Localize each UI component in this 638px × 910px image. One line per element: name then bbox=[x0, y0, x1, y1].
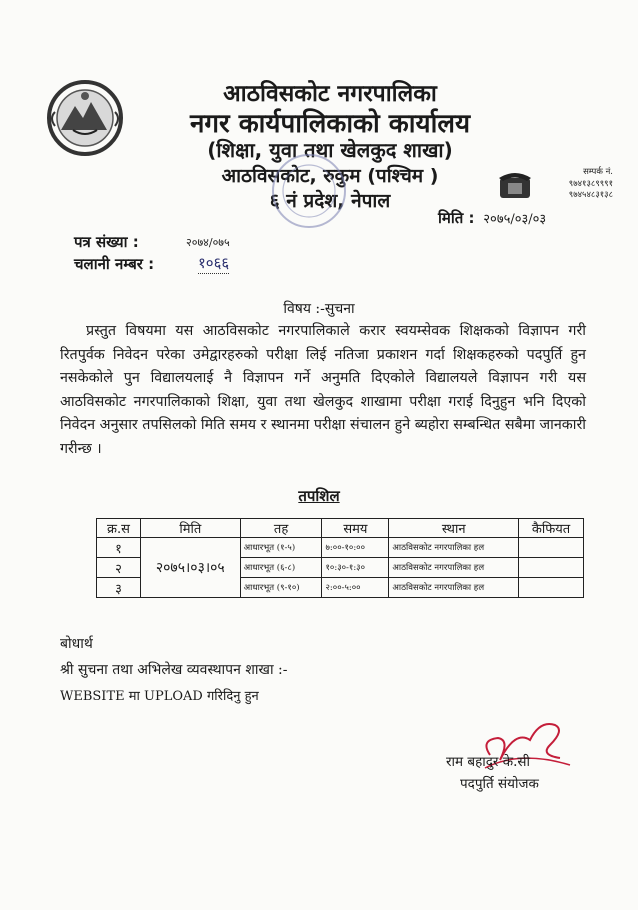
row-remarks bbox=[519, 578, 584, 598]
table-row bbox=[97, 538, 584, 558]
subject: विषय :-सुचना bbox=[283, 301, 355, 317]
row-sn: ३ bbox=[97, 578, 141, 598]
header-office: नगर कार्यपालिकाको कार्यालय bbox=[189, 109, 471, 139]
date-value: २०७५/०३/०३ bbox=[483, 212, 547, 227]
row-time: ७:००-१०:०० bbox=[322, 538, 389, 558]
chalani-number-value: १०६६ bbox=[198, 254, 230, 272]
row-place: आठविसकोट नगरपालिका हल bbox=[389, 538, 519, 558]
header-place: स्थान bbox=[389, 519, 519, 538]
row-place: आठविसकोट नगरपालिका हल bbox=[389, 578, 519, 598]
footer-instruction: WEBSITE मा UPLOAD गरिदिनु हुन bbox=[60, 689, 259, 704]
header-municipality: आठविसकोट नगरपालिका bbox=[223, 81, 437, 107]
header-sn: क्र.स bbox=[97, 519, 141, 538]
patra-sankhya-value: २०७४/०७५ bbox=[186, 236, 230, 249]
office-stamp bbox=[268, 150, 350, 232]
row-remarks bbox=[519, 538, 584, 558]
row-time: १०:३०-१:३० bbox=[322, 558, 389, 578]
bodhartha-label: बोधार्थ bbox=[60, 636, 93, 652]
header-level: तह bbox=[240, 519, 322, 538]
date-label: मिति : bbox=[438, 209, 475, 227]
header-date: मिति bbox=[140, 519, 240, 538]
telephone-icon bbox=[497, 168, 533, 202]
header-province: ६ नं प्रदेश, नेपाल bbox=[269, 190, 391, 212]
header-remarks: कैफियत bbox=[519, 519, 584, 538]
row-level: आधारभूत (६-८) bbox=[240, 558, 322, 578]
row-sn: १ bbox=[97, 538, 141, 558]
row-level: आधारभूत (१-५) bbox=[240, 538, 322, 558]
footer-recipient: श्री सुचना तथा अभिलेख व्यवस्थापन शाखा :- bbox=[60, 662, 288, 678]
table-title: तपशिल bbox=[298, 487, 340, 505]
signatory-title: पदपुर्ति संयोजक bbox=[460, 776, 539, 792]
row-place: आठविसकोट नगरपालिका हल bbox=[389, 558, 519, 578]
table-header-row bbox=[97, 519, 584, 538]
body-paragraph: प्रस्तुत विषयमा यस आठविसकोट नगरपालिकाले करार स्वयम्सेवक शिक्षकको विज्ञापन गरी रितपुर्वक निवेदन परेका उमेद्वारहरुको परीक्षा लिई नतिजा प्रकाशन गर्दा शिक्षकहरुको पदपुर्ति हुन नसकेकोले पुन विद्यालयलाई नै विज्ञापन गर्ने अनुमति दिएकोले विद्यालयले विज्ञापन गरी यस आठविसकोट नगरपालिकाको शिक्षा, युवा तथा खेलकुद शाखामा परीक्षा गराई दिनुहुन भनि दिएको निवेदन अनुसार तपसिलको मिति समय र स्थानमा परीक्षा संचालन हुने ब्यहोरा सम्बन्धित सबैमा जानकारी गरीन्छ । bbox=[60, 323, 586, 457]
header-time: समय bbox=[322, 519, 389, 538]
chalani-number-label: चलानी नम्बर : bbox=[74, 255, 155, 273]
contact-phone-2: ९७४५४८३१३८ bbox=[568, 190, 613, 200]
row-time: २:००-५:०० bbox=[322, 578, 389, 598]
row-sn: २ bbox=[97, 558, 141, 578]
signatory-name: राम बहादुर के.सी bbox=[446, 754, 531, 770]
contact-label: सम्पर्क नं. bbox=[583, 167, 613, 177]
header-section: (शिक्षा, युवा तथा खेलकुद शाखा) bbox=[207, 138, 453, 162]
contact-phone-1: ९७४१३८९९९१ bbox=[568, 179, 613, 189]
row-level: आधारभूत (९-१०) bbox=[240, 578, 322, 598]
municipality-emblem bbox=[45, 78, 125, 158]
row-remarks bbox=[519, 558, 584, 578]
patra-sankhya-label: पत्र संख्या : bbox=[74, 233, 139, 251]
exam-date: २०७५।०३।०५ bbox=[140, 538, 240, 598]
schedule-table bbox=[96, 518, 584, 598]
date-line bbox=[438, 208, 546, 228]
header-address: आठविसकोट, रुकुम (पश्चिम ) bbox=[221, 165, 439, 187]
